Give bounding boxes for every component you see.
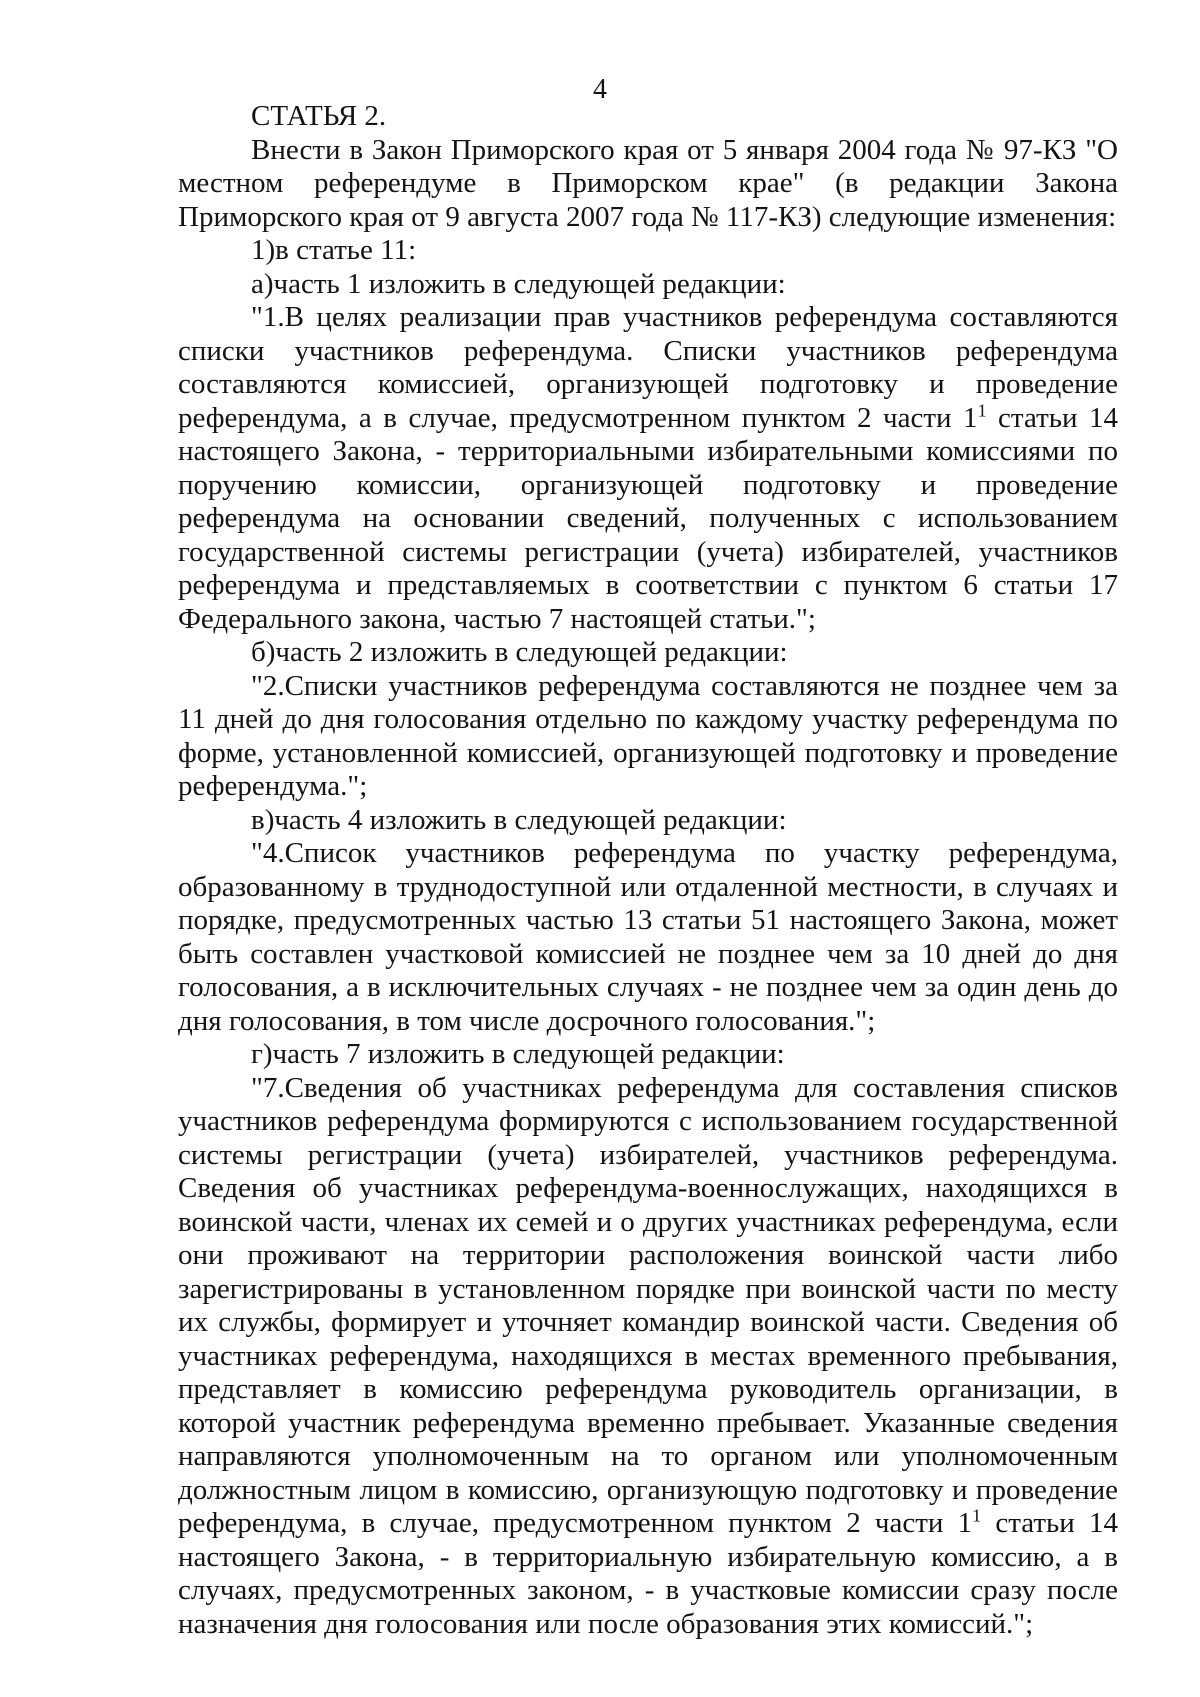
subitem-b: б)часть 2 изложить в следующей редакции:	[251, 636, 788, 668]
part-1-text-a: "1.В целях реализации прав участников референдума составляются списки участников референдума. Списки участников референдума составляются комиссией, организующей подготовку и проведение референдума, а в случае, предусмотренном пунктом 2 части 1	[178, 301, 1118, 434]
part-7-text-b: статьи 14 настоящего Закона, - в территориальную избирательную комиссию, а в случаях, предусмотренных законом, - в участковые комиссии сразу после назначения дня голосования или после образования этих комиссий.";	[178, 1507, 1118, 1640]
intro-paragraph: Внести в Закон Приморского края от 5 января 2004 года № 97-КЗ "О местном референдуме в Приморском крае" (в редакции Закона Приморского края от 9 августа 2007 года № 117-КЗ) следующие изменения:	[178, 133, 1118, 233]
part-4-text: "4.Список участников референдума по участку референдума, образованному в труднодоступной или отдаленной местности, в случаях и порядке, предусмотренных частью 13 статьи 51 настоящего Закона, может быть составлен участковой комиссией не позднее чем за 10 дней до дня голосования, а в исключительных случаях - не позднее чем за один день до дня голосования, в том числе досрочного голосования.";	[178, 837, 1118, 1037]
article-heading: СТАТЬЯ 2.	[251, 100, 387, 132]
document-body	[178, 100, 1118, 1641]
superscript: 1	[972, 1505, 982, 1526]
item-1: 1)в статье 11:	[251, 234, 417, 266]
subitem-v: в)часть 4 изложить в следующей редакции:	[251, 803, 787, 836]
part-7-text	[178, 1072, 1118, 1642]
subitem-g: г)часть 7 изложить в следующей редакции:	[251, 1038, 785, 1070]
page-number: 4	[593, 74, 607, 105]
part-2-text: "2.Списки участников референдума составляются не позднее чем за 11 дней до дня голосования отдельно по каждому участку референдума по форме, установленной комиссией, организующей подготовку и проведение референдума.";	[178, 669, 1118, 802]
superscript: 1	[977, 399, 987, 420]
part-7-text-a: "7.Сведения об участниках референдума для составления списков участников референдума формируются с использованием государственной системы регистрации (учета) избирателей, участников референдума. Сведения об участниках референдума-военнослужащих, находящихся в воинской части, членах их семей и о других участниках референдума, если они проживают на территории расположения воинской части либо зарегистрированы в установленном порядке при воинской части по месту их службы, формирует и уточняет командир воинской части. Сведения об участниках референдума, находящихся в местах временного пребывания, представляет в комиссию референдума руководитель организации, в которой участник референдума временно пребывает. Указанные сведения направляются уполномоченным на то органом или уполномоченным должностным лицом в комиссию, организующую подготовку и проведение референдума, в случае, предусмотренном пунктом 2 части 1	[178, 1071, 1118, 1539]
subitem-a: а)часть 1 изложить в следующей редакции:	[251, 267, 786, 300]
part-1-text-b: статьи 14 настоящего Закона, - территориальными избирательными комиссиями по поручению комиссии, организующей подготовку и проведение референдума на основании сведений, полученных с использованием государственной системы регистрации (учета) избирателей, участников референдума и представляемых в соответствии с пунктом 6 статьи 17 Федерального закона, частью 7 настоящей статьи.";	[178, 401, 1118, 635]
part-1-text	[178, 301, 1118, 636]
